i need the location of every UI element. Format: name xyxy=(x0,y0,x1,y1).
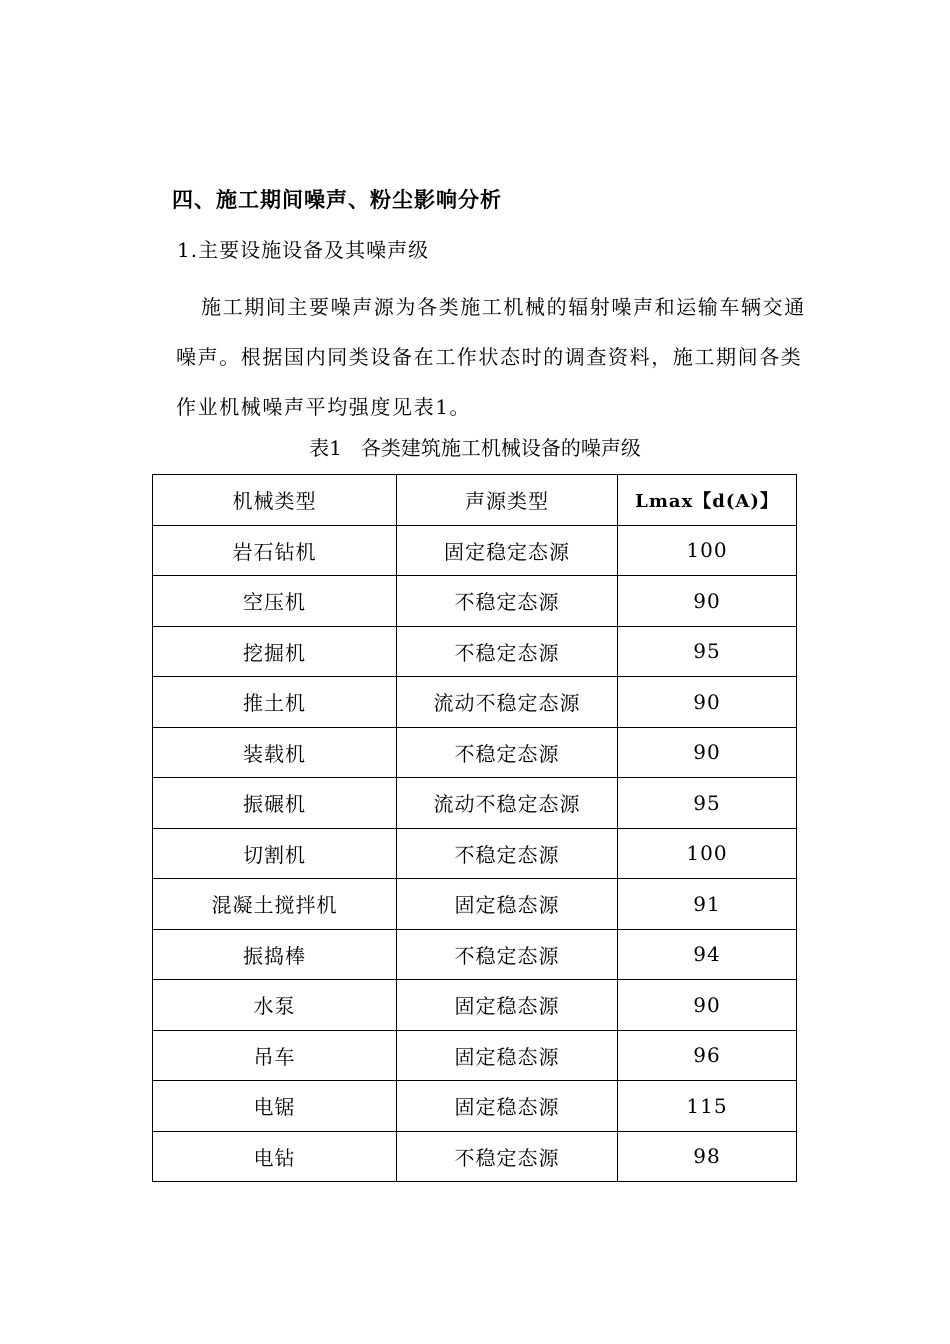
cell-machine-type: 电钻 xyxy=(153,1131,397,1182)
cell-machine-type: 岩石钻机 xyxy=(153,525,397,576)
cell-source-type: 固定稳定态源 xyxy=(397,525,618,576)
cell-lmax: 90 xyxy=(618,576,797,627)
table-caption: 表1 各类建筑施工机械设备的噪声级 xyxy=(309,436,641,460)
cell-source-type: 流动不稳定态源 xyxy=(397,778,618,829)
cell-lmax: 95 xyxy=(618,626,797,677)
cell-lmax: 115 xyxy=(618,1081,797,1132)
table-row xyxy=(153,525,797,576)
cell-source-type: 不稳定态源 xyxy=(397,727,618,778)
cell-source-type: 不稳定态源 xyxy=(397,828,618,879)
cell-machine-type: 装载机 xyxy=(153,727,397,778)
section-heading: 四、施工期间噪声、粉尘影响分析 xyxy=(172,188,502,212)
header-machine-type: 机械类型 xyxy=(153,475,397,526)
table-row xyxy=(153,879,797,930)
cell-lmax: 96 xyxy=(618,1030,797,1081)
cell-machine-type: 振捣棒 xyxy=(153,929,397,980)
cell-lmax: 98 xyxy=(618,1131,797,1182)
cell-machine-type: 水泵 xyxy=(153,980,397,1031)
cell-machine-type: 挖掘机 xyxy=(153,626,397,677)
cell-source-type: 不稳定态源 xyxy=(397,929,618,980)
cell-source-type: 固定稳态源 xyxy=(397,980,618,1031)
body-paragraph: 施工期间主要噪声源为各类施工机械的辐射噪声和运输车辆交通噪声。根据国内同类设备在工作状态时的调查资料，施工期间各类作业机械噪声平均强度见表1。 xyxy=(176,295,806,419)
header-lmax: Lmax【d(A)】 xyxy=(618,475,797,526)
cell-machine-type: 电锯 xyxy=(153,1081,397,1132)
cell-machine-type: 振碾机 xyxy=(153,778,397,829)
cell-source-type: 不稳定态源 xyxy=(397,1131,618,1182)
cell-source-type: 固定稳态源 xyxy=(397,1030,618,1081)
cell-lmax: 94 xyxy=(618,929,797,980)
noise-level-table xyxy=(152,474,797,1182)
cell-source-type: 流动不稳定态源 xyxy=(397,677,618,728)
table-row xyxy=(153,828,797,879)
cell-source-type: 不稳定态源 xyxy=(397,576,618,627)
table-row xyxy=(153,576,797,627)
table-row xyxy=(153,980,797,1031)
cell-lmax: 100 xyxy=(618,525,797,576)
cell-machine-type: 推土机 xyxy=(153,677,397,728)
table-row xyxy=(153,1131,797,1182)
table-row xyxy=(153,677,797,728)
cell-source-type: 固定稳态源 xyxy=(397,879,618,930)
cell-lmax: 90 xyxy=(618,727,797,778)
subsection-heading: 1.主要设施设备及其噪声级 xyxy=(177,238,430,262)
table-header-row xyxy=(153,475,797,526)
table-row xyxy=(153,929,797,980)
cell-lmax: 90 xyxy=(618,677,797,728)
cell-lmax: 95 xyxy=(618,778,797,829)
cell-lmax: 90 xyxy=(618,980,797,1031)
cell-source-type: 固定稳态源 xyxy=(397,1081,618,1132)
table-row xyxy=(153,1030,797,1081)
header-source-type: 声源类型 xyxy=(397,475,618,526)
cell-machine-type: 切割机 xyxy=(153,828,397,879)
table-row xyxy=(153,727,797,778)
cell-machine-type: 混凝土搅拌机 xyxy=(153,879,397,930)
cell-source-type: 不稳定态源 xyxy=(397,626,618,677)
cell-machine-type: 吊车 xyxy=(153,1030,397,1081)
table-row xyxy=(153,1081,797,1132)
cell-lmax: 91 xyxy=(618,879,797,930)
table-row xyxy=(153,626,797,677)
cell-lmax: 100 xyxy=(618,828,797,879)
cell-machine-type: 空压机 xyxy=(153,576,397,627)
table-row xyxy=(153,778,797,829)
